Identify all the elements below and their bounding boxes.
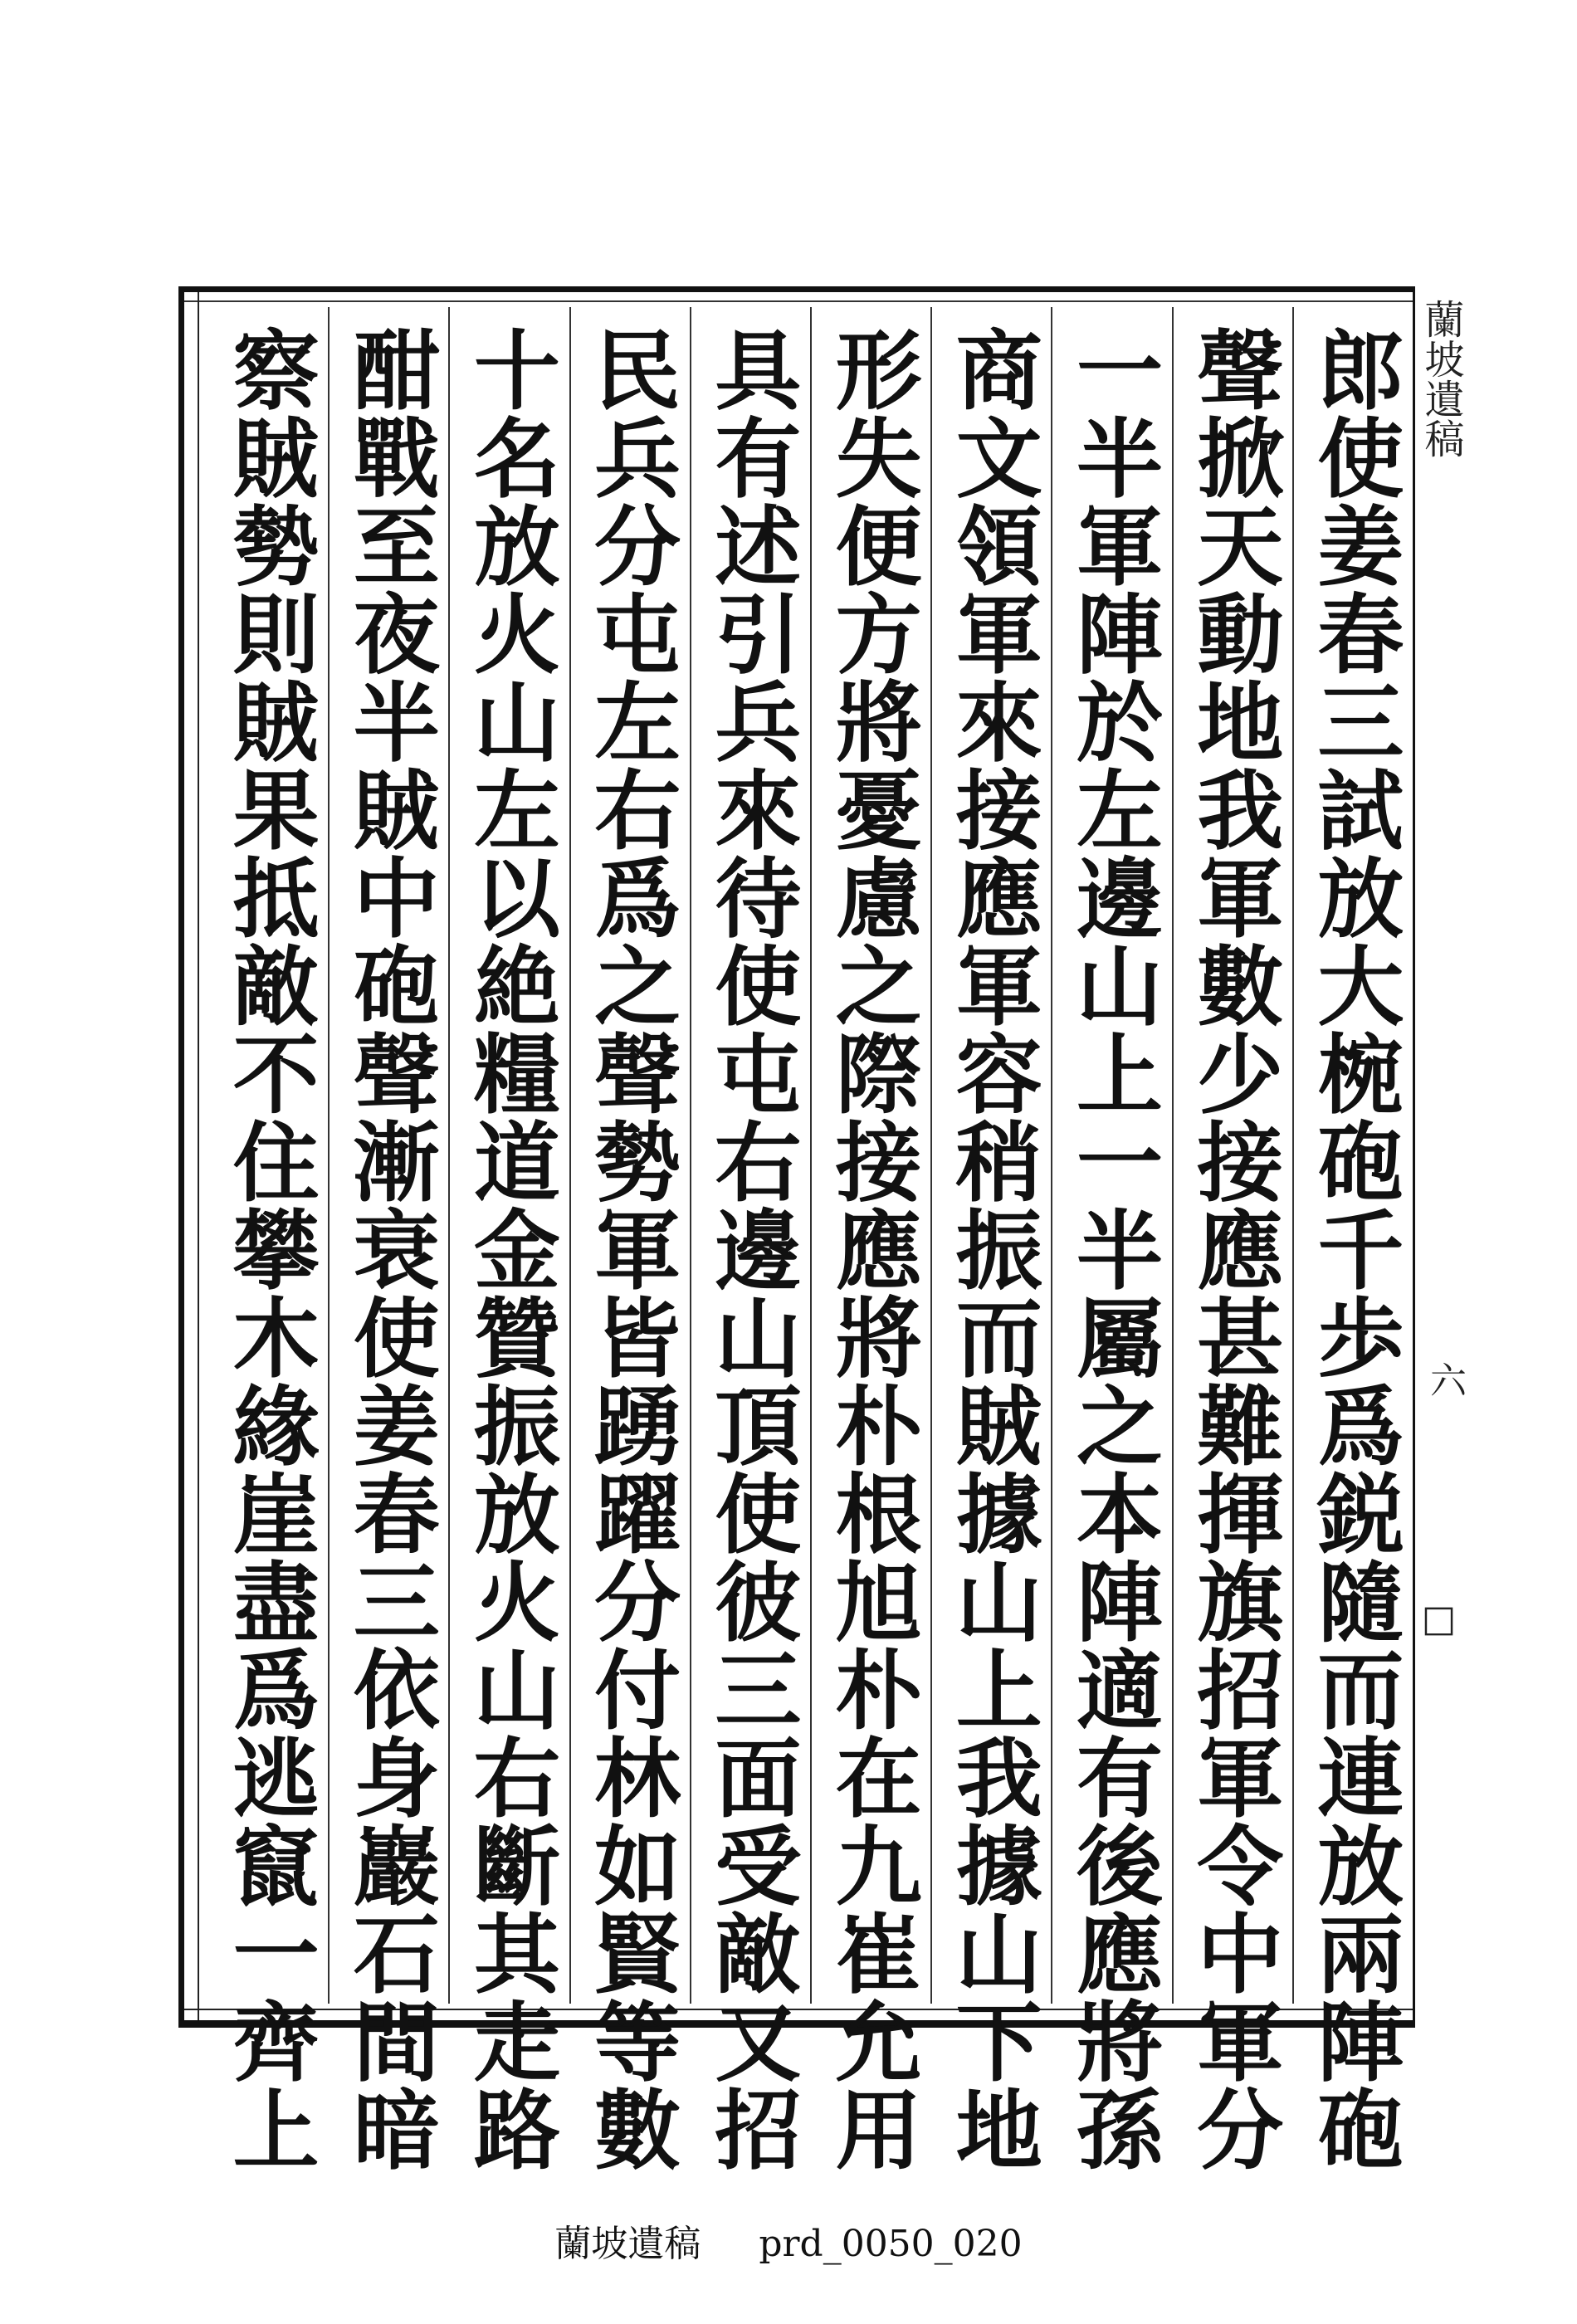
text-column-4 bbox=[930, 307, 1051, 2173]
column-text: 形失便方將憂慮之際接應將朴根旭朴在九崔允用 bbox=[820, 325, 923, 2173]
column-text: 民兵分屯左右爲之聲勢軍皆踴躍分付林如賢等數 bbox=[579, 325, 682, 2173]
text-columns bbox=[209, 307, 1413, 2173]
column-text: 聲掀天動地我軍數少接應甚難揮旗招軍令中軍分 bbox=[1182, 325, 1285, 2173]
inner-left-rule bbox=[198, 292, 199, 2020]
caption-id: prd_0050_020 bbox=[759, 2223, 1023, 2265]
column-text: 郎使姜春三試放大椀砲千歩爲鋭隨而連放兩陣砲 bbox=[1302, 325, 1405, 2173]
text-column-5 bbox=[810, 307, 930, 2173]
printed-page-block bbox=[178, 286, 1415, 2173]
text-column-7 bbox=[569, 307, 690, 2173]
margin-mark: □ bbox=[1418, 1598, 1460, 1640]
margin-page-number: 六 bbox=[1423, 1361, 1466, 1398]
image-caption bbox=[0, 2214, 1577, 2267]
margin-book-title: 蘭坡遺稿 bbox=[1418, 299, 1464, 458]
text-column-1 bbox=[1292, 307, 1413, 2173]
text-column-2 bbox=[1172, 307, 1292, 2173]
column-text: 酣戰至夜半賊中砲聲漸衰使姜春三依身巖石間暗 bbox=[338, 325, 441, 2173]
column-text: 具有述引兵來待使屯右邊山頂使彼三面受敵又招 bbox=[700, 325, 803, 2173]
text-column-6 bbox=[690, 307, 810, 2173]
text-column-3 bbox=[1051, 307, 1171, 2173]
column-text: 一半軍陣於左邊山上一半屬之本陣適有後應將孫 bbox=[1061, 325, 1164, 2173]
inner-top-rule bbox=[184, 300, 1413, 302]
column-text: 察賊勢則賊果抵敵不住攀木緣崖盡爲逃竄一齊上 bbox=[217, 325, 320, 2173]
caption-title: 蘭坡遺稿 bbox=[554, 2223, 701, 2265]
text-column-9 bbox=[328, 307, 448, 2173]
text-column-8 bbox=[448, 307, 569, 2173]
text-column-10 bbox=[209, 307, 328, 2173]
column-text: 商文領軍來接應軍容稍振而賊據山上我據山下地 bbox=[940, 325, 1043, 2173]
column-text: 十名放火山左以絶糧道金贊振放火山右斷其走路 bbox=[458, 325, 561, 2173]
